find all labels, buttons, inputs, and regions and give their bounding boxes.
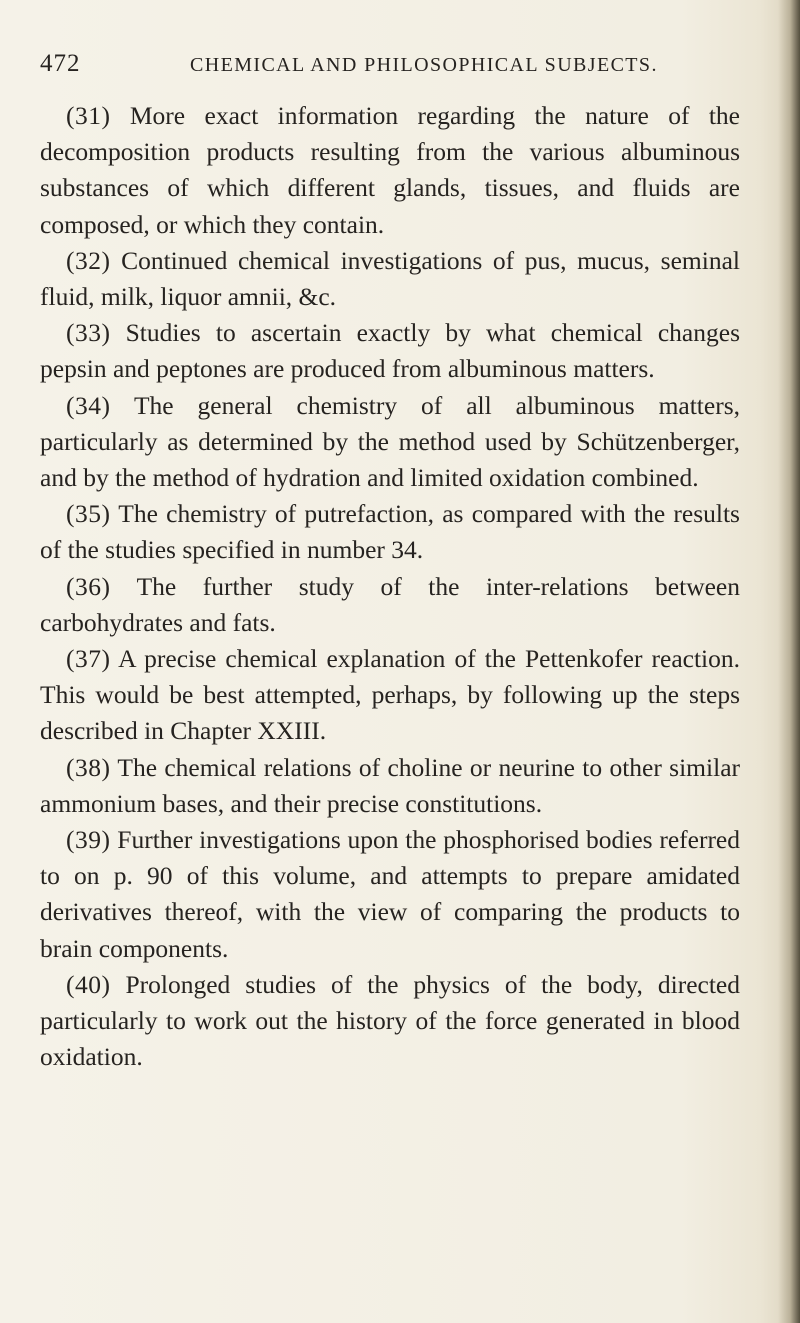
item-text: A precise chemical explanation of the Pettenkofer reaction. This would be best attempted, perhaps, by following up the steps described in Chapter XXIII.: [40, 644, 741, 746]
list-item: [40, 98, 740, 243]
item-text: Prolonged studies of the physics of the body, directed particularly to work out the history of the force generated in blood oxidation.: [40, 969, 740, 1072]
list-item: [40, 822, 740, 967]
item-number: (33): [66, 318, 111, 348]
list-item: [40, 750, 740, 822]
list-item: [40, 496, 740, 568]
item-text: Studies to ascertain exactly by what chemical changes pepsin and peptones are produced from albuminous matters.: [40, 318, 740, 384]
list-item: [40, 388, 740, 497]
page-number: 472: [40, 50, 81, 77]
running-head: CHEMICAL AND PHILOSOPHICAL SUBJECTS.: [190, 54, 658, 76]
item-number: (35): [66, 499, 111, 529]
item-text: More exact information regarding the nature of the decomposition products resulting from the various albuminous substances of which different glands, tissues, and fluids are composed, or which they contain.: [40, 101, 740, 239]
item-number: (39): [66, 825, 111, 855]
numbered-list: [40, 98, 740, 1075]
item-number: (37): [66, 644, 111, 674]
item-number: (38): [66, 752, 111, 782]
item-text: The further study of the inter-relations between carbohydrates and fats.: [40, 571, 740, 637]
item-text: The chemistry of putrefaction, as compared with the results of the studies specified in number 34.: [40, 499, 740, 565]
item-number: (34): [66, 390, 111, 420]
page-header: [40, 50, 740, 90]
item-number: (31): [66, 101, 111, 130]
item-text: Further investigations upon the phosphorised bodies referred to on p. 90 of this volume, and attempts to prepare amidated derivatives thereof, with the view of comparing the products to brain components.: [40, 825, 741, 963]
page-edge-shadow: [778, 0, 800, 1323]
item-text: The chemical relations of choline or neurine to other similar ammonium bases, and their precise constitutions.: [40, 752, 740, 818]
list-item: [40, 569, 740, 641]
list-item: [40, 967, 740, 1076]
item-number: (36): [66, 571, 111, 601]
list-item: [40, 243, 740, 315]
item-number: (32): [66, 245, 111, 275]
list-item: [40, 315, 740, 387]
list-item: [40, 641, 740, 750]
item-text: The general chemistry of all albuminous matters, particularly as determined by the method used by Schützenberger, and by the method of hydration and limited oxidation combined.: [40, 390, 740, 493]
item-text: Continued chemical investigations of pus, mucus, seminal fluid, milk, liquor amnii, &c.: [40, 245, 740, 312]
item-number: (40): [66, 969, 111, 999]
